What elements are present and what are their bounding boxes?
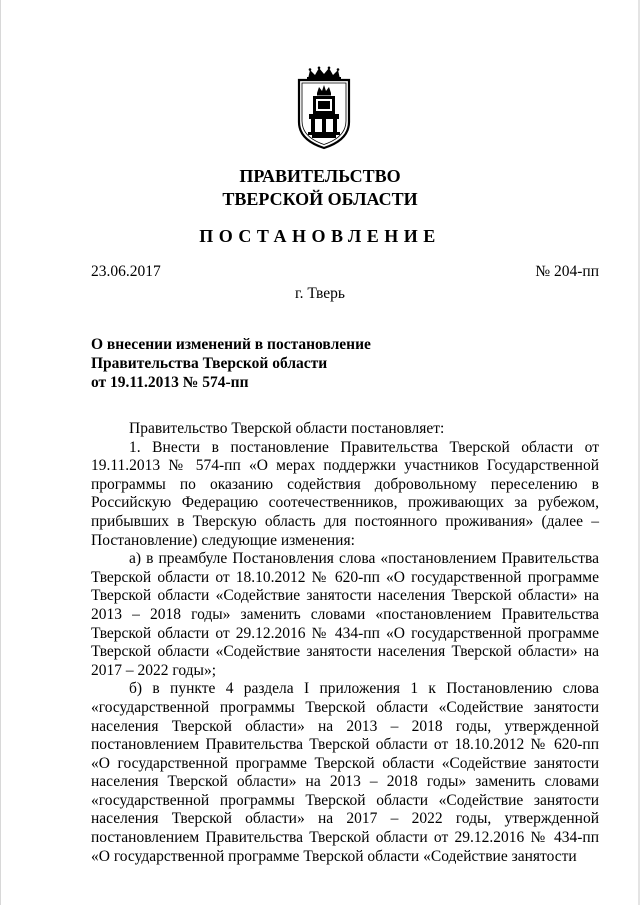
item-b-paragraph: б) в пункте 4 раздела I приложения 1 к Постановлению слова «государственной программы Тверской области «Содействие занятости населения Тверской области» на 2013 – 2018 годы, утвержденной постановлением Правительства Тверской области от 18.10.2012 № 620-пп «О государственной программе Тверской области «Содействие занятости населения Тверской области» на 2013 – 2018 годы» заменить словами «государственной программы Тверской области «Содействие занятости населения Тверской области» на 2017 – 2022 годы, утвержденной постановлением Правительства Тверской области от 29.12.2016 № 434-пп «О государственной программе Тверской области «Содействие занятости	[91, 680, 599, 865]
document-type-heading: ПОСТАНОВЛЕНИЕ	[199, 226, 441, 246]
document-subject	[91, 335, 371, 392]
subject-line2: Правительства Тверской области	[91, 355, 328, 372]
subject-line1: О внесении изменений в постановление	[91, 336, 371, 353]
document-body	[91, 420, 599, 866]
document-city: г. Тверь	[295, 285, 345, 302]
document-date: 23.06.2017	[91, 263, 161, 280]
document-number: № 204-пп	[535, 263, 599, 280]
intro-paragraph: Правительство Тверской области постановляет:	[129, 420, 445, 437]
item-a-paragraph: а) в преамбуле Постановления слова «постановлением Правительства Тверской области от 18.10.2012 № 620-пп «О государственной программе Тверской области «Содействие занятости населения Тверской области» на 2013 – 2018 годы» заменить словами «постановлением Правительства Тверской области от 29.12.2016 № 434-пп «О государственной программе Тверской области «Содействие занятости населения Тверской области» на 2017 – 2022 годы»;	[91, 550, 599, 679]
government-title-line2: ТВЕРСКОЙ ОБЛАСТИ	[222, 189, 418, 209]
tver-coat-of-arms-icon	[296, 66, 352, 150]
subject-line3: от 19.11.2013 № 574-пп	[91, 374, 249, 391]
government-title-line1: ПРАВИТЕЛЬСТВО	[239, 166, 401, 186]
scan-edge-left	[0, 0, 1, 905]
item-1-paragraph: 1. Внести в постановление Правительства Тверской области от 19.11.2013 № 574-пп «О мерах поддержки участников Государственной программы по оказанию содействия добровольному переселению в Российскую Федерацию соотечественников, проживающих за рубежом, прибывших в Тверскую область для постоянного проживания» (далее – Постановление) следующие изменения:	[91, 438, 599, 549]
